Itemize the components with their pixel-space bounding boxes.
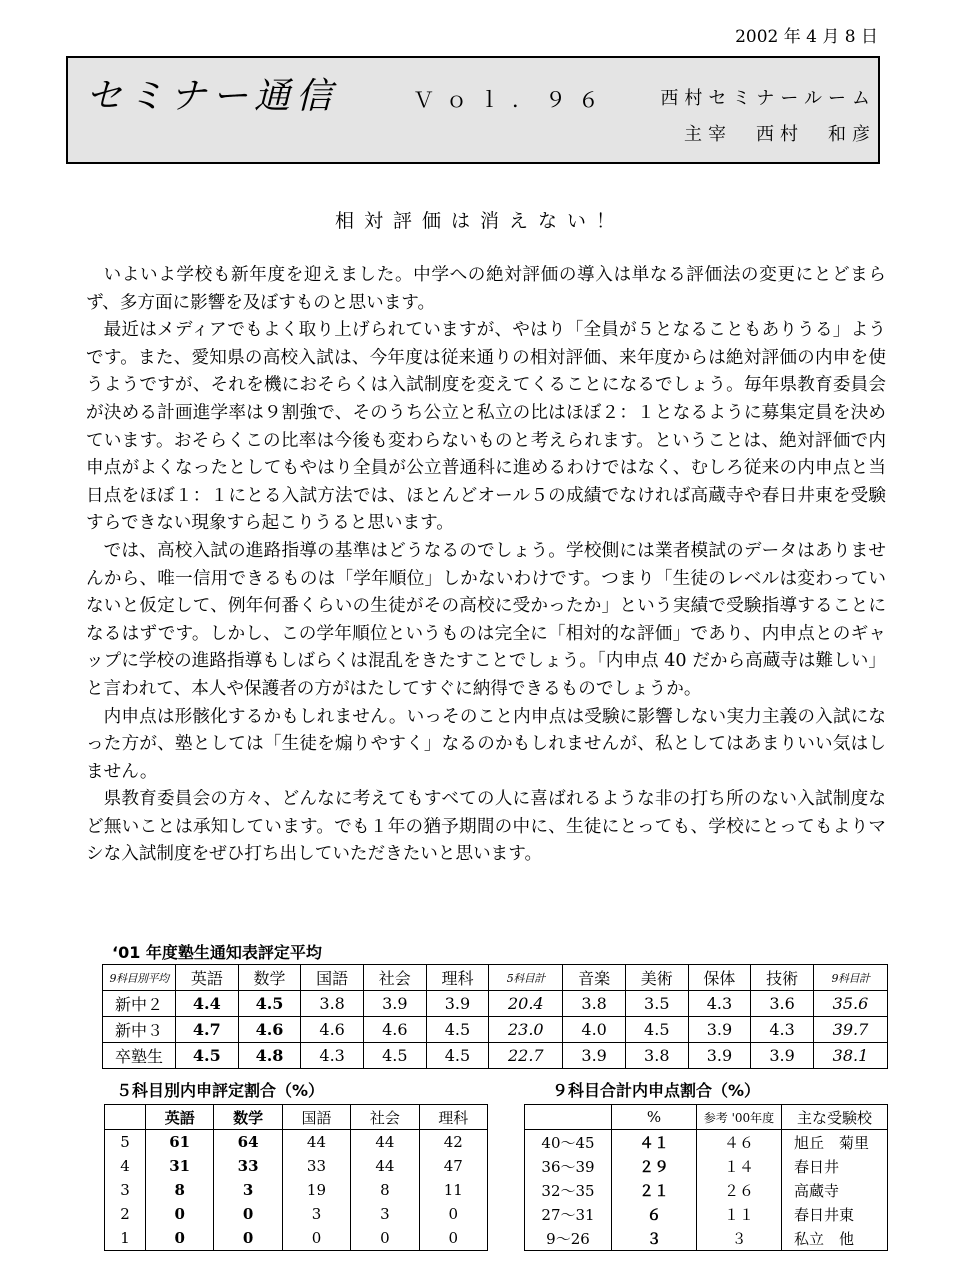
table-header: 参考 '00年度 [697, 1105, 782, 1130]
table-cell: 新中２ [103, 991, 176, 1017]
table-cell: 卒塾生 [103, 1043, 176, 1069]
paragraph: 最近はメディアでもよく取り上げられていますが、やはり「全員が５となることもありうる」ようです。また、愛知県の高校入試は、今年度は従来通りの相対評価、来年度からは絶対評価の内申を使うようですが、それを機におそらくは入試制度を変えてくることになるでしょう。毎年県教育委員会が決める計画進学率は９割強で、そのうち公立と私立の比はほぼ２：１となるように募集定員を決めています。おそらくこの比率は今後も変わらないものと考えられます。ということは、絶対評価で内申点がよくなったとしてもやはり全員が公立普通科に進めるわけではなく、むしろ従来の内申点と当日点をほぼ１：１にとる入試方法では、ほとんどオール５の成績でなければ高蔵寺や春日井東を受験すらできない現象すら起こりうると思います。 [86, 320, 886, 534]
table-cell: 旭丘 菊里 [782, 1130, 888, 1155]
table-header-row [105, 1105, 488, 1130]
table-header: 理科 [419, 1105, 487, 1130]
table-header: 理科 [426, 965, 489, 991]
table-cell: 4.3 [688, 991, 751, 1017]
table-cell: 3 [282, 1202, 350, 1226]
table-row [105, 1202, 488, 1226]
table-header: 国語 [282, 1105, 350, 1130]
table-header: 保体 [688, 965, 751, 991]
table-row [103, 991, 888, 1017]
table-cell: 3.9 [751, 1043, 814, 1069]
table-header: 9科目計 [813, 965, 887, 991]
table-cell: 4.5 [238, 991, 301, 1017]
table-cell: ３ [697, 1226, 782, 1251]
article-body [86, 262, 886, 869]
table-row [105, 1130, 488, 1155]
table-cell: 4.5 [426, 1017, 489, 1043]
table-cell: ２６ [697, 1178, 782, 1202]
newsletter-title: セミナー通信 [86, 76, 339, 117]
table-cell: 0 [146, 1202, 214, 1226]
table-cell: 33 [282, 1154, 350, 1178]
masthead [66, 56, 880, 164]
table-header: 英語 [146, 1105, 214, 1130]
table-row [105, 1226, 488, 1251]
table-cell: 47 [419, 1154, 487, 1178]
table1-title: ‘01 年度塾生通知表評定平均 [112, 943, 322, 962]
table-header: 音楽 [563, 965, 626, 991]
table-cell: 8 [351, 1178, 419, 1202]
table-cell: ４１ [612, 1130, 697, 1155]
table-cell: 3.9 [688, 1043, 751, 1069]
table-header: 技術 [751, 965, 814, 991]
table-row [525, 1154, 888, 1178]
table-header: 美術 [625, 965, 688, 991]
table-cell: 新中３ [103, 1017, 176, 1043]
table-cell: 5 [120, 1133, 130, 1151]
table-cell: 0 [214, 1226, 282, 1251]
table-cell: ２１ [612, 1178, 697, 1202]
table-cell: 3.9 [426, 991, 489, 1017]
table-cell: 4.5 [625, 1017, 688, 1043]
table-cell: 0 [282, 1226, 350, 1251]
table-cell: 39.7 [813, 1017, 887, 1043]
subject-grade-ratio-table [104, 1104, 488, 1251]
table-cell: 32〜35 [541, 1181, 595, 1200]
table-cell: 3.8 [625, 1043, 688, 1069]
table-cell: 42 [419, 1130, 487, 1155]
table-row [103, 1043, 888, 1069]
table-cell: 3.8 [563, 991, 626, 1017]
table-cell: 20.4 [489, 991, 563, 1017]
table-cell: 4.3 [301, 1043, 364, 1069]
table-row [525, 1202, 888, 1226]
table-header: 社会 [351, 1105, 419, 1130]
table-cell: 19 [282, 1178, 350, 1202]
table-header: 数学 [214, 1105, 282, 1130]
table-cell: 0 [419, 1202, 487, 1226]
table-cell: 40〜45 [541, 1133, 595, 1152]
paragraph: 内申点は形骸化するかもしれません。いっそのこと内申点は受験に影響しない実力主義の入試になった方が、塾としては「生徒を煽りやすく」なるのかもしれませんが、私としてはあまりいい気はしません。 [86, 706, 886, 782]
paragraph: 県教育委員会の方々、どんなに考えてもすべての人に喜ばれるような非の打ち所のない入試制度など無いことは承知しています。でも１年の猶予期間の中に、生徒にとっても、学校にとってもよりマシな入試制度をぜひ打ち出していただきたいと思います。 [86, 789, 886, 865]
table-header: % [612, 1105, 697, 1130]
table-header: 数学 [238, 965, 301, 991]
table-cell: 3.9 [688, 1017, 751, 1043]
table-cell: 44 [351, 1130, 419, 1155]
table-cell: ３ [612, 1226, 697, 1251]
table-cell: 11 [419, 1178, 487, 1202]
table-cell: 8 [146, 1178, 214, 1202]
table-cell: 4.6 [301, 1017, 364, 1043]
table-cell: 春日井東 [782, 1202, 888, 1226]
table-cell: 61 [146, 1130, 214, 1155]
table-cell: ２９ [612, 1154, 697, 1178]
table-cell: ６ [612, 1202, 697, 1226]
table-cell: 4.7 [176, 1017, 239, 1043]
table-cell: 4.0 [563, 1017, 626, 1043]
table3-title: ９科目合計内申点割合（%） [552, 1081, 761, 1100]
table-cell: 4.3 [751, 1017, 814, 1043]
table-cell: 35.6 [813, 991, 887, 1017]
table-row [105, 1178, 488, 1202]
table-cell: 36〜39 [541, 1157, 595, 1176]
table-cell: 0 [419, 1226, 487, 1251]
table-cell: 38.1 [813, 1043, 887, 1069]
head-name: 主宰 西村 和彦 [684, 124, 876, 145]
table-cell: 3 [351, 1202, 419, 1226]
table-cell: 4.6 [238, 1017, 301, 1043]
article-headline: 相対評価は消えない！ [334, 210, 625, 232]
table-cell: 3.5 [625, 991, 688, 1017]
table-cell: 44 [282, 1130, 350, 1155]
table-header-row [103, 965, 888, 991]
table-cell: 私立 他 [782, 1226, 888, 1251]
table-cell: 44 [351, 1154, 419, 1178]
table-header: 5科目計 [489, 965, 563, 991]
table-header [525, 1105, 612, 1130]
table-cell: 3.6 [751, 991, 814, 1017]
table-cell: 0 [351, 1226, 419, 1251]
table-cell: 0 [214, 1202, 282, 1226]
table-cell: 0 [146, 1226, 214, 1251]
table-cell: 4.4 [176, 991, 239, 1017]
volume-number: Ｖｏｌ．９６ [413, 88, 611, 112]
table-cell: 3 [120, 1181, 130, 1199]
table2-title: ５科目別内申評定割合（%） [116, 1081, 325, 1100]
table-cell: 9〜26 [546, 1229, 590, 1248]
table-row [105, 1154, 488, 1178]
table-row [525, 1226, 888, 1251]
table-cell: 4 [120, 1157, 130, 1175]
table-cell: 3.9 [563, 1043, 626, 1069]
issue-date: 2002 年 4 月 8 日 [735, 27, 878, 47]
table-cell: 3.9 [363, 991, 426, 1017]
table-cell: 33 [214, 1154, 282, 1178]
paragraph: いよいよ学校も新年度を迎えました。中学への絶対評価の導入は単なる評価法の変更にとどまらず、多方面に影響を及ぼすものと思います。 [86, 265, 886, 313]
table-cell: 64 [214, 1130, 282, 1155]
table-cell: １１ [697, 1202, 782, 1226]
total-score-ratio-table [524, 1104, 888, 1251]
table-row [103, 1017, 888, 1043]
table-cell: 4.5 [363, 1043, 426, 1069]
table-header: 主な受験校 [782, 1105, 888, 1130]
table-row [525, 1130, 888, 1155]
table-header-row [525, 1105, 888, 1130]
table-cell: 4.6 [363, 1017, 426, 1043]
table-cell: 22.7 [489, 1043, 563, 1069]
table-cell: 春日井 [782, 1154, 888, 1178]
table-cell: １４ [697, 1154, 782, 1178]
table-cell: 23.0 [489, 1017, 563, 1043]
table-cell: 2 [120, 1205, 130, 1223]
table-header [105, 1105, 146, 1130]
table-cell: 1 [120, 1229, 130, 1247]
table-header: 9科目別平均 [103, 965, 176, 991]
table-cell: 4.8 [238, 1043, 301, 1069]
table-header: 国語 [301, 965, 364, 991]
table-cell: 3.8 [301, 991, 364, 1017]
organization-name: 西村セミナールーム [660, 88, 876, 109]
table-row [525, 1178, 888, 1202]
table-cell: 4.5 [426, 1043, 489, 1069]
table-cell: 高蔵寺 [782, 1178, 888, 1202]
table-cell: 27〜31 [541, 1205, 595, 1224]
table-cell: 4.5 [176, 1043, 239, 1069]
table-header: 英語 [176, 965, 239, 991]
grade-average-table [102, 964, 888, 1069]
table-cell: 3 [214, 1178, 282, 1202]
table-header: 社会 [363, 965, 426, 991]
paragraph: では、高校入試の進路指導の基準はどうなるのでしょう。学校側には業者模試のデータはありませんから、唯一信用できるものは「学年順位」しかないわけです。つまり「生徒のレベルは変わっていないと仮定して、例年何番くらいの生徒がその高校に受かったか」という実績で受験指導することになるはずです。しかし、この学年順位というものは完全に「相対的な評価」であり、内申点とのギャップに学校の進路指導もしばらくは混乱をきたすことでしょう。「内申点 40 だから高蔵寺は難しい」と言われて、本人や保護者の方がはたしてすぐに納得できるものでしょうか。 [86, 540, 886, 699]
table-cell: 31 [146, 1154, 214, 1178]
table-cell: ４６ [697, 1130, 782, 1155]
